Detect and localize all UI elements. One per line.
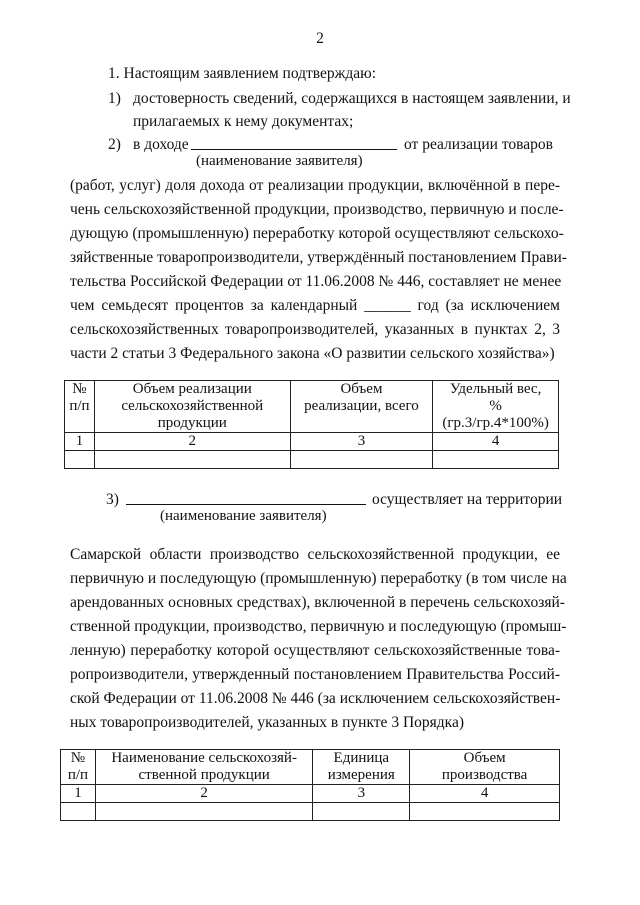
header-cell-line: Объем [463,750,506,766]
paragraph-line: дующую (промышленную) переработку которой осуществляют сельскохо- [70,225,564,242]
paragraph-line: арендованных основных средствах), включенной в перечень сельскохозяй- [70,594,565,611]
header-cell-line: ственной продукции [138,767,270,783]
header-cell-line: № [70,750,86,766]
header-cell [313,750,410,785]
item2-prefix: в доходе [133,136,189,153]
header-cell-line: № [72,381,87,397]
paragraph-line: первичную и последующую (промышленную) переработку (в том числе на [70,570,567,587]
paragraph-line: ленную) переработку которой осуществляют сельскохозяйственные това- [70,642,560,659]
header-cell [94,381,290,433]
paragraph-line: зяйственные товаропроизводители, утверждённый постановлением Прави- [70,249,567,266]
item1-line2: прилагаемых к нему документах; [133,113,354,130]
item2-number: 2) [108,136,121,153]
paragraph-line: (работ, услуг) доля дохода от реализации продукции, включённой в пере- [70,177,560,194]
paragraph-line: ных товаропроизводителей, указанных в пункте 3 Порядка) [70,714,464,731]
page-number: 2 [316,30,324,47]
header-cell-line: (гр.3/гр.4*100%) [442,415,549,431]
paragraph-line: ственной продукции, производство, первичную и последующую (промыш- [70,618,567,635]
item3-number: 3) [106,491,119,508]
paragraph-line: Самарской области производство сельскохозяйственной продукции, ее [70,546,560,563]
paragraph-line: ропроизводители, утвержденный постановлением Правительства Россий- [70,666,560,683]
table-sales-number-row [65,433,559,451]
header-cell-line: измерения [327,767,395,783]
header-cell-line: реализации, всего [304,398,419,414]
number-cell: 3 [290,433,433,451]
number-cell: 4 [433,433,559,451]
header-cell [61,750,96,785]
table-production-header-row [61,750,560,785]
header-cell-line: п/п [67,767,89,783]
paragraph-line: чень сельскохозяйственной продукции, производство, первичную и после- [70,201,564,218]
number-cell: 1 [61,785,96,803]
paragraph-line: ской Федерации от 11.06.2008 № 446 (за исключением сельскохозяйствен- [70,690,561,707]
number-cell: 2 [94,433,290,451]
header-cell-line: Наименование сельскохозяй- [111,750,297,766]
header-cell-line: Объем реализации [132,381,252,397]
paragraph-line: сельскохозяйственных товаропроизводителей, указанных в пунктах 2, 3 [70,321,560,338]
table-production [60,749,560,821]
header-cell [433,381,559,433]
item2-caption: (наименование заявителя) [196,153,363,169]
intro-line: 1. Настоящим заявлением подтверждаю: [108,65,377,82]
paragraph-line: чем семьдесят процентов за календарный ______ год (за исключением [70,297,560,314]
table-sales-header-row [65,381,559,433]
header-cell [65,381,95,433]
header-cell [95,750,312,785]
header-cell-line: п/п [69,398,90,414]
item1-line1: достоверность сведений, содержащихся в настоящем заявлении, и [133,90,571,107]
table-sales-share [64,380,559,469]
table-row [65,451,559,469]
table-row [61,803,560,821]
header-cell-line: продукции [157,415,227,431]
number-cell: 2 [95,785,312,803]
item1-number: 1) [108,90,121,107]
paragraph-line: части 2 статьи 3 Федерального закона «О развитии сельского хозяйства») [70,345,555,362]
applicant-name-blank [191,137,397,150]
header-cell-line: Единица [333,750,390,766]
applicant-name-blank-2 [126,492,366,505]
number-cell: 3 [313,785,410,803]
header-cell [290,381,433,433]
header-cell-line: производства [441,767,528,783]
header-cell-line: Объем [340,381,383,397]
number-cell: 1 [65,433,95,451]
item2-suffix: от реализации товаров [404,136,553,153]
header-cell-line: % [489,398,502,414]
number-cell: 4 [410,785,560,803]
header-cell [410,750,560,785]
item3-suffix: осуществляет на территории [372,491,563,508]
paragraph-line: тельства Российской Федерации от 11.06.2008 № 446, составляет не менее [70,273,562,290]
item3-caption: (наименование заявителя) [160,508,327,524]
header-cell-line: Удельный вес, [449,381,542,397]
header-cell-line: сельскохозяйственной [121,398,264,414]
table-production-number-row [61,785,560,803]
